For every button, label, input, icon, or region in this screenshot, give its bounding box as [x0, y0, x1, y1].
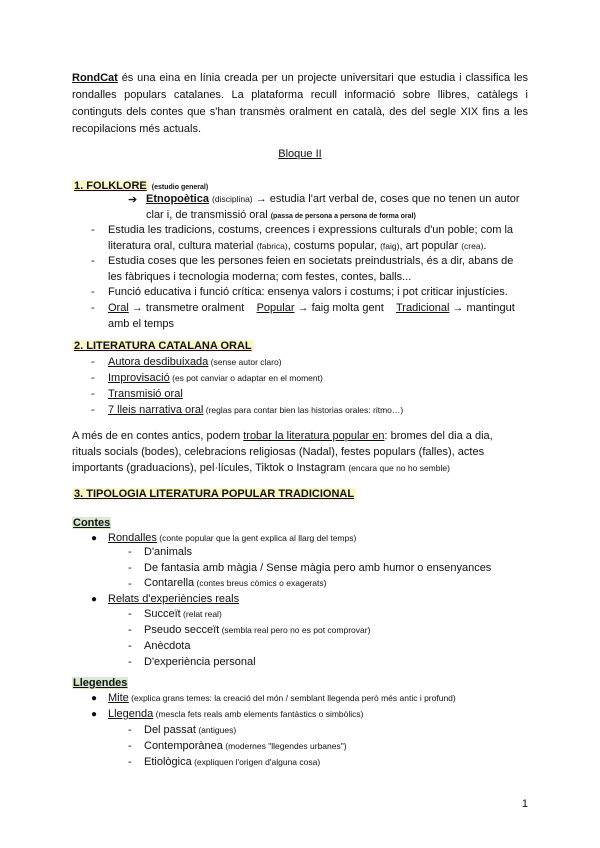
dash-bullet: -: [128, 640, 132, 652]
relats-subitem-3: Anècdota: [144, 640, 191, 652]
literatura-item-2: Improvisació (es pot canviar o adaptar en el moment): [108, 372, 323, 384]
rondalles-subitem-2: De fantasia amb màgia / Sense màgia pero amb humor o ensenyances: [144, 562, 492, 574]
bullet-dot: ●: [91, 594, 98, 605]
llegenda-subitem-3: Etiològica (expliquen l'origen d'alguna cosa): [144, 756, 321, 768]
folklore-item-4-line-2: amb el temps: [108, 318, 175, 330]
folklore-item-2-line-1: Estudia coses que les persones feien en societats preindustrials, és a dir, abans de: [108, 255, 514, 267]
literatura-item-4: 7 lleis narrativa oral (reglas para contar bien las historias orales: ritmo…): [108, 404, 404, 416]
folklore-item-1-line-2: literatura oral, cultura material (fabrica), costums popular, (faig), art popular (crea).: [108, 240, 487, 252]
bullet-dot: ●: [91, 709, 98, 720]
brand-name: RondCat: [72, 72, 118, 84]
section-title-literatura: 2. LITERATURA CATALANA ORAL: [74, 340, 252, 352]
dash-bullet: -: [91, 286, 95, 298]
dash-bullet: -: [128, 740, 132, 752]
etnopoetica-line-2: clar i, de transmissió oral (passa de persona a persona de forma oral): [146, 209, 416, 221]
rondalles-subitem-1: D'animals: [144, 546, 192, 558]
literatura-para-line-3: importants (graduacions), pel·lícules, Tiktok o Instagram (encara que no ho semble): [72, 462, 450, 474]
llegenda-item: Llegenda (mescla fets reals amb elements fantàstics o simbòlics): [108, 708, 364, 720]
dash-bullet: -: [128, 608, 132, 620]
folklore-item-1-line-1: Estudia les tradicions, costums, creences i expressions culturals d'un poble; com la: [108, 224, 514, 236]
dash-bullet: -: [91, 372, 95, 384]
arrow-bullet-icon: ➔: [128, 194, 138, 206]
relats-subitem-2: Pseudo secceït (sembla real pero no es pot comprovar): [144, 624, 371, 636]
subsection-title-llegendes: Llegendes: [73, 677, 128, 689]
bullet-dot: ●: [91, 533, 98, 544]
dash-bullet: -: [128, 724, 132, 736]
llegenda-subitem-1: Del passat (antigues): [144, 724, 237, 736]
subsection-title-contes: Contes: [73, 517, 111, 529]
rondalles-subitem-3: Contarella (contes breus còmics o exagerats): [144, 577, 327, 589]
rondalles-item: Rondalles (conte popular que la gent explica al llarg del temps): [108, 532, 357, 544]
section-heading-bloque: Bloque II: [278, 148, 322, 160]
literatura-item-3: Transmisió oral: [108, 388, 183, 400]
page-number: 1: [521, 798, 528, 810]
relats-subitem-1: Succeït (relat real): [144, 608, 222, 620]
folklore-item-3: Funció educativa i funció crítica: ensenya valors i costums; i pot criticar injustícies.: [108, 286, 508, 298]
intro-paragraph: [72, 70, 528, 138]
folklore-item-2-line-2: les fàbriques i tecnologia moderna; com festes, contes, balls...: [108, 271, 412, 283]
mite-item: Mite (explica grans temes: la creació del món / semblant llegenda però més antic i profund): [108, 692, 456, 704]
dash-bullet: -: [128, 562, 132, 574]
dash-bullet: -: [91, 302, 95, 314]
literatura-item-1: Autora desdibuixada (sense autor claro): [108, 356, 282, 368]
dash-bullet: -: [91, 356, 95, 368]
llegenda-subitem-2: Contemporànea (modernes "llegendes urbanes"): [144, 740, 347, 752]
dash-bullet: -: [128, 624, 132, 636]
dash-bullet: -: [128, 656, 132, 668]
dash-bullet: -: [91, 224, 95, 236]
etnopoetica-line-1: Etnopoètica (disciplina) → estudia l'art verbal de, coses que no tenen un autor: [146, 193, 520, 205]
bullet-dot: ●: [91, 693, 98, 704]
dash-bullet: -: [91, 404, 95, 416]
literatura-para-line-1: A més de en contes antics, podem trobar la literatura popular en: bromes del dia a dia,: [72, 430, 493, 442]
dash-bullet: -: [128, 578, 132, 590]
folklore-item-4-line-1: Oral → transmetre oralment Popular → faig molta gent Tradicional → mantingut: [108, 302, 515, 314]
section-title-tipologia: 3. TIPOLOGIA LITERATURA POPULAR TRADICIONAL: [74, 488, 355, 500]
dash-bullet: -: [91, 388, 95, 400]
dash-bullet: -: [128, 756, 132, 768]
dash-bullet: -: [128, 546, 132, 558]
folklore-title: 1. FOLKLORE: [74, 180, 147, 192]
dash-bullet: -: [91, 255, 95, 267]
literatura-para-line-2: rituals socials (bodes), celebracions religiosas (Nadal), festes populars (falles), actes: [72, 446, 485, 458]
relats-subitem-4: D'experiència personal: [144, 656, 256, 668]
folklore-note: (estudio general): [151, 184, 209, 191]
intro-text: és una eina en línia creada per un projecte universitari que estudia i classifica les rondalles populars catalanes. La plataforma recull informació sobre llibres, catàlegs i continguts dels contes que s'han transmès oralment en català, des del segle XIX fins a les recopilacions més actuals.: [72, 72, 528, 135]
relats-item: Relats d'experiències reals: [108, 593, 240, 605]
